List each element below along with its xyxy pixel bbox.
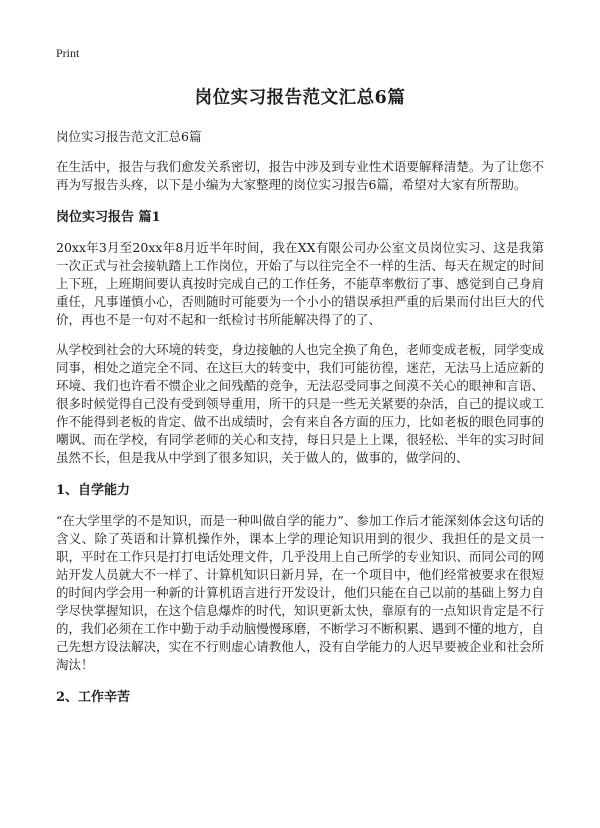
page-title: 岗位实习报告范文汇总6篇 xyxy=(194,88,406,108)
body-paragraph: “在大学里学的不是知识，而是一种叫做自学的能力”、参加工作后才能深刻体会这句话的含义、除了英语和计算机操作外，课本上学的理论知识用到的很少、我担任的是文员一职，平时在工作只是打打电话处理文件，几乎没用上自己所学的专业知识、而同公司的网站开发人员就大不一样了、计算机知识日新月异，在一个项目中，他们经常被要求在很短的时间内学会用一种新的计算机语言进行开发设计，他们只能在自己以前的基础上努力自学尽快掌握知识，在这个信息爆炸的时代，知识更新太快，靠原有的一点知识肯定是不行的，我们必须在工作中勤于动手动脑慢慢琢磨，不断学习不断积累、遇到不懂的地方，自己先想方设法解决，实在不行则虚心请教他人，没有自学能力的人迟早要被企业和社会所淘汰！ xyxy=(56,513,544,672)
body-paragraph: 20xx年3月至20xx年8月近半年时间，我在XX有限公司办公室文员岗位实习、这是我第一次正式与社会接轨踏上工作岗位，开始了与以往完全不一样的生活、每天在规定的时间上下班，上班期间要认真按时完成自己的工作任务，不能草率敷衍了事、感觉到自己身肩重任，凡事谨慎小心，否则随时可能要为一个小小的错误承担严重的后果而付出巨大的代价，再也不是一句对不起和一纸检讨书所能解决得了的了、 xyxy=(56,240,544,327)
document-subtitle: 岗位实习报告范文汇总6篇 xyxy=(56,129,202,144)
body-paragraph: 从学校到社会的大环境的转变，身边接触的人也完全换了角色，老师变成老板，同学变成同事，相处之道完全不同、在这巨大的转变中，我们可能彷徨，迷茫，无法马上适应新的环境、我们也许看不惯企业之间残酷的竞争，无法忍受同事之间漠不关心的眼神和言语、很多时候觉得自己没有受到领导重用，所干的只是一些无关紧要的杂活，自己的提议或工作不能得到老板的肯定、做不出成绩时，会有来自各方面的压力，比如老板的眼色同事的嘲讽、而在学校，有同学老师的关心和支持，每日只是上上课，很轻松、半年的实习时间虽然不长，但是我从中学到了很多知识，关于做人的，做事的，做学问的、 xyxy=(56,342,544,465)
print-link[interactable]: Print xyxy=(56,46,80,60)
subsection-heading: 2、工作辛苦 xyxy=(56,690,131,705)
section-heading: 岗位实习报告 篇1 xyxy=(56,210,161,225)
subsection-heading: 1、自学能力 xyxy=(56,483,131,498)
intro-paragraph: 在生活中，报告与我们愈发关系密切，报告中涉及到专业性术语要解释清楚。为了让您不再为写报告头疼，以下是小编为大家整理的岗位实习报告6篇，希望对大家有所帮助。 xyxy=(56,159,544,192)
